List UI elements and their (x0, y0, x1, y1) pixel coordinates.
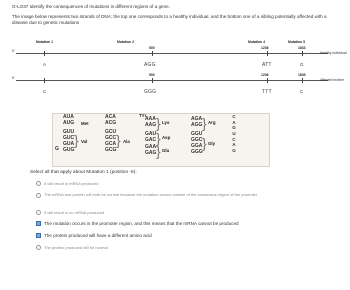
aa-arg: Arg (208, 120, 216, 125)
brace-ala: } (116, 132, 121, 148)
top-codon-3: ATT (262, 62, 272, 68)
brace-gly: } (202, 135, 207, 151)
right-letter-a2: A (232, 142, 236, 148)
aa-glu: Glu (162, 148, 170, 153)
option-6-label: The protein produced will be normal (44, 245, 108, 250)
option-3-label: It will result in no mRNA produced (44, 210, 105, 215)
codon-gac: GAC (145, 137, 157, 143)
brace-arg: } (202, 115, 207, 131)
codon-gug: GUG (63, 147, 75, 153)
position-1236-bottom: 1236 (261, 73, 269, 77)
right-letters-top (231, 114, 237, 131)
codon-aug: AUG (63, 120, 75, 126)
option-5-checkbox[interactable] (36, 233, 41, 238)
right-letter-g: G (232, 125, 236, 131)
row-letter: G (55, 146, 59, 152)
option-2[interactable] (36, 192, 336, 198)
top-codon-4: G (300, 62, 304, 67)
position-500-top: 500 (149, 46, 155, 50)
right-letter-a: A (232, 119, 236, 125)
codon-aca: ACA (105, 114, 116, 120)
question-title: G-LO37 Identify the consequences of mutations in different regions of a gene. (12, 4, 170, 9)
top-tick-1 (44, 51, 45, 56)
codon-guc: GUC (63, 135, 75, 141)
option-4-label: The mutation occurs in the promoter region, and this means that the mRNA cannot be produced (44, 221, 239, 226)
option-4-checkbox[interactable] (36, 221, 41, 226)
bottom-tick-1 (44, 78, 45, 83)
option-3-radio[interactable] (36, 210, 41, 215)
bottom-side-label: Affected brother (320, 78, 345, 82)
option-1[interactable] (36, 181, 98, 186)
aa-gly: Gly (208, 141, 216, 146)
option-5[interactable] (36, 233, 152, 238)
top-tick-2 (152, 51, 153, 56)
brace-val: } (74, 132, 79, 148)
codon-gcu: GCU (105, 129, 117, 135)
position-500-bottom: 500 (149, 73, 155, 77)
codon-table (52, 113, 270, 167)
option-5-label: The protein produced will have a different amino acid (44, 233, 152, 238)
codon-aua: AUA (63, 114, 74, 120)
brace-asp: } (156, 130, 161, 146)
bottom-codon-3: TTT (262, 89, 272, 95)
codon-ggc: GGC (191, 137, 203, 143)
bottom-tick-3 (267, 78, 268, 83)
codon-guu: GUU (63, 129, 75, 135)
option-1-radio[interactable] (36, 181, 41, 186)
bottom-tick-2 (152, 78, 153, 83)
right-letter-u2: U (232, 131, 236, 136)
option-6-radio[interactable] (36, 245, 41, 250)
question-body: The image below represents two strands of DNA: the top one corresponds to a healthy individual, and the bottom one of a sibling potentially affected with a disease due to genetic mutations (12, 14, 327, 25)
left-mark-bottom: 5' (12, 76, 15, 80)
option-2-label: The mRNA and protein will both be normal because the mutation occurs outside of the consensus region of the promoter (44, 192, 258, 197)
codon-gcg: GCG (105, 147, 117, 153)
codon-gga: GGA (191, 143, 203, 149)
top-tick-4 (302, 51, 303, 56)
mutation-5-label: Mutation 5 (288, 40, 305, 44)
codon-ggu: GGU (191, 131, 203, 137)
bottom-tick-4 (302, 78, 303, 83)
left-mark-top: 5' (12, 49, 15, 53)
codon-gcc: GCC (105, 135, 117, 141)
aa-ala: Ala (123, 139, 130, 144)
top-codon-2: AGG (144, 62, 156, 68)
position-1236-top: 1236 (261, 46, 269, 50)
right-letter-g2: G (232, 147, 236, 153)
brace-glu: } (156, 143, 161, 159)
position-1835-bottom: 1835 (298, 73, 306, 77)
mutation-1-label: Mutation 1 (36, 40, 53, 44)
bottom-dna-strand (16, 80, 328, 81)
option-1-label: It will result in mRNA produced (44, 181, 99, 186)
codon-acg: ACG (105, 120, 117, 126)
bottom-codon-2: GGG (144, 89, 157, 95)
mutation-4-label: Mutation 4 (248, 40, 265, 44)
right-letter-c2: C (232, 136, 236, 142)
codon-gag: GAG (145, 150, 157, 156)
top-side-label: Healthy individual (320, 51, 347, 55)
option-2-radio[interactable] (36, 193, 41, 198)
option-6[interactable] (36, 245, 108, 250)
bottom-codon-4: C (300, 89, 304, 94)
codon-gca: GCA (105, 141, 117, 147)
aa-met: Met (81, 121, 89, 126)
codon-gau: GAU (145, 131, 157, 137)
aa-asp: Asp (162, 135, 171, 140)
top-dna-strand (16, 53, 328, 54)
mutation-2-label: Mutation 2 (117, 40, 134, 44)
top-tick-3 (267, 51, 268, 56)
codon-agg: AGG (191, 122, 203, 128)
codon-aaa: AAA (145, 116, 156, 122)
option-4[interactable] (36, 221, 239, 226)
bottom-codon-1: C (43, 89, 47, 94)
aa-lys: Lys (162, 120, 170, 125)
position-1833-top: 1833 (298, 46, 306, 50)
instructions: Select all that apply about Mutation 1 (position -6): (30, 170, 137, 175)
codon-aag: AAG (145, 122, 157, 128)
aa-tyr: TYr (139, 113, 147, 118)
top-codon-1: A (43, 62, 47, 67)
option-3[interactable] (36, 210, 104, 215)
brace-lys: } (156, 115, 161, 131)
right-letter-c: C (232, 114, 236, 119)
right-letters-bottom (231, 131, 237, 153)
codon-aga: AGA (191, 116, 203, 122)
codon-gua: GUA (63, 141, 75, 147)
codon-ggg: GGG (191, 149, 203, 155)
codon-gaa: GAA (145, 144, 157, 150)
aa-val: Val (81, 139, 88, 144)
